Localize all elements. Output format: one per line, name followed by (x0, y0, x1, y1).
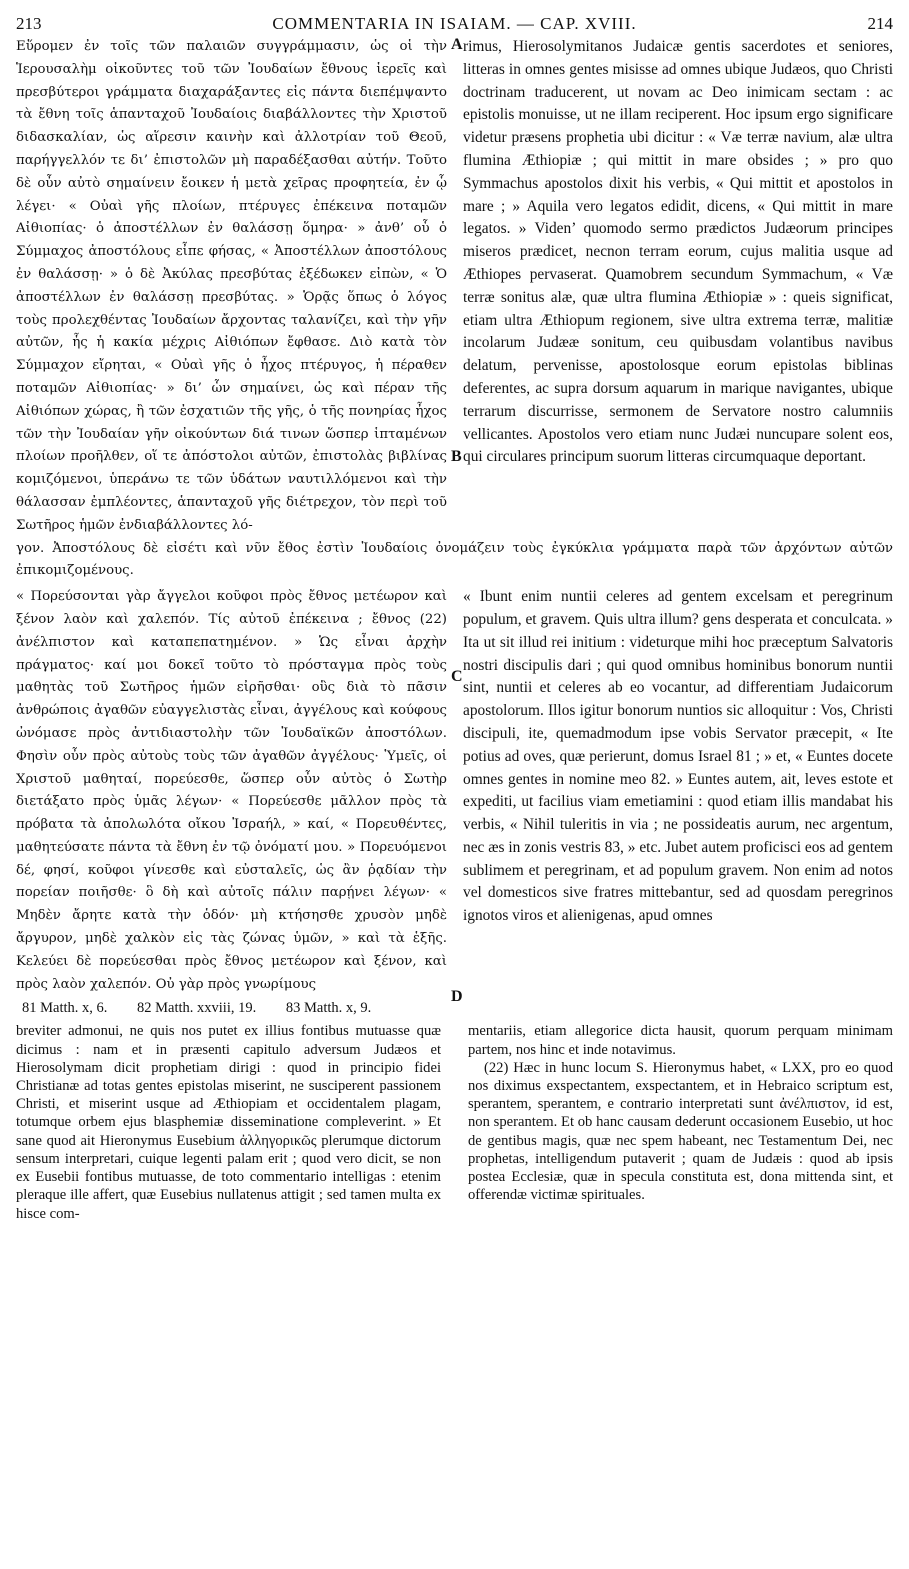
greek-paragraph: Εὕρομεν ἐν τοῖς τῶν παλαιῶν συγγράμμασιν, ὡς οἱ τὴν Ἱερουσαλὴμ οἰκοῦντες τοῦ τῶν Ἰουδαίων ἔθνους ἱερεῖς καὶ πρεσβύτεροι γράμματα διαχαράξαντες εἰς πάντα διεπέμψαντο τὰ ἔθνη τοῖς ἁπανταχοῦ Ἰουδαίοις διαβάλλοντες τὴν Χριστοῦ διδασκαλίαν, ὡς αἵρεσιν καινὴν καὶ ἀλλοτρίαν τοῦ Θεοῦ, παρήγγελλόν τε δι’ ἐπιστολῶν μὴ παραδέξασθαι αὐτήν. Τοῦτο δὲ οὖν αὐτὸ σημαίνειν ἔοικεν ἡ μετὰ χεῖρας προφητεία, ἐν ᾧ λέγει· « Οὐαὶ γῆς πλοίων, πτέρυγες ἐπέκεινα ποταμῶν Αἰθιοπίας· ὁ ἀποστέλλων ἐν θαλάσσῃ ὅμηρα· » ἀνθ’ οὗ ὁ Σύμμαχος ἀποστόλους εἶπε φήσας, « Ἀποστέλλων ἀποστόλους ἐν θαλάσσῃ· » ὁ δὲ Ἀκύλας πρεσβύτας ἐξέδωκεν εἰπὼν, « Ὁ ἀποστέλλων ἐν θαλάσσῃ πρεσβύτας. » Ὁρᾷς ὅπως ὁ λόγος τοὺς προλεχθέντας Ἰουδαίων ἄρχοντας ταλανίζει, καὶ τὴν γῆν αὐτῶν, ἧς ἡ κακία μέχρις Αἰθιόπων ἔφθασε. Διὸ κατὰ τὸν Σύμμαχον εἴρηται, « Οὐαὶ γῆς ὁ ἦχος πτέρυγος, ἡ πέραθεν ποταμῶν Αἰθιοπίας· » δι’ ὧν σημαίνει, ὡς καὶ πέραν τῆς Αἰθιόπων χώρας, ἢ τῶν ἐσχατιῶν τῆς γῆς, ὁ τῆς πονηρίας ἦχος τῶν τὴν Ἰουδαίαν γῆν οἰκούντων διά τινων ὥσπερ ἱπταμένων πλοίων προῆλθεν, οἵ τε ἀπόστολοι αὐτῶν, ἐπιστολὰς βιβλίνας κομιζόμενοι, ὑπεράνω τε τῶν ὑδάτων ναυτιλλόμενοι καὶ τὴν θάλασσαν ἐμπλέοντες, ἁπανταχοῦ γῆς διέτρεχον, τὸν περὶ τοῦ Σωτῆρος ἡμῶν ἐνδιαβάλλοντες λό- (16, 39, 447, 533)
running-title: COMMENTARIA IN ISAIAM. — CAP. XVIII. (272, 14, 637, 33)
running-head (16, 14, 893, 36)
latin-column (463, 36, 893, 538)
page-number-left: 213 (16, 14, 42, 33)
latin-paragraph: rimus, Hierosolymitanos Judaicæ gentis sacerdotes et seniores, litteras in omnes gentes misisse ad omnes ubique Judæos, quo Christi doctrinam traducerent, ut novam ac Deo inimicam sectam : ac epistolis monuisse, ut ne illam reciperent. Hoc ipsum ergo significare videtur præsens prophetia ubi dicitur : « Væ terræ navium, alæ ultra flumina Æthiopiæ ; qui mittit in mare obsides ; » pro quo Symmachus apostolos dixit his verbis, « Qui mittit et apostolos in mare ; » Aquila vero legatos edidit, dicens, « Qui mittit in mare legatos. » Viden’ quomodo sermo prædictos Judæorum principes miseros prædicet, necnon terram eorum, cujus malitia usque ad Æthiopes pervaserat. Quamobrem secundum Symmachum, « Væ terræ sonitus alæ, quæ ultra flumina Æthiopiæ » : queis significat, etiam ultra Æthiopum regionem, sive ultra extrema terræ, malitiæ incolarum Judææ sonitum, ceu quibusdam volantibus navibus delatum, pervenisse, apostolosque eorum epistolas biblinas deferentes, ac supra dorsum aquarum in marique navigantes, ubique terrarum discurrisse, sermonem de Servatore nostro calumniis vellicantes. Apostolos vero etiam nunc Judæi nuncupare solent eos, qui circulares principum suorum litteras circumquaque deportant. (463, 38, 893, 466)
notes-left-column (16, 1022, 441, 1222)
greek-full-width-line: γον. Ἀποστόλους δὲ εἰσέτι καὶ νῦν ἔθος ἐστὶν Ἰουδαίοις ὀνομάζειν τοὺς ἐγκύκλια γράμματα παρὰ τῶν ἀρχόντων αὐτῶν ἐπικομιζομένους. (16, 540, 893, 579)
greek-column (16, 586, 447, 996)
editor-notes (16, 1022, 893, 1222)
margin-marker-c: C (451, 668, 463, 686)
latin-column (463, 586, 893, 996)
margin-marker-a: A (451, 36, 463, 53)
greek-paragraph: « Πορεύσονται γὰρ ἄγγελοι κοῦφοι πρὸς ἔθνος μετέωρον καὶ ξένον λαὸν καὶ χαλεπόν. Τίς αὐτοῦ ἐπέκεινα ; ἔθνος (22) ἀνέλπιστον καὶ καταπεπατημένον. » Ὡς εἶναι ἀρχὴν πράγματος· καί μοι δοκεῖ τοῦτο τὸ πρόσταγμα πρὸς τοὺς μαθητὰς τοῦ Σωτῆρος ἡμῶν εἰρῆσθαι· οὓς διὰ τὸ πᾶσιν ἀνθρώποις ἀγαθῶν εὐαγγελιστὰς εἶναι, ἀγγέλους καὶ κούφους ὠνόμασε πρὸς ἀντιδιαστολὴν τῶν Ἰουδαϊκῶν ἀποστόλων. Φησὶν οὖν πρὸς αὐτοὺς τοὺς τῶν ἀγαθῶν ἀγγέλους· Ὑμεῖς, οἱ Χριστοῦ μαθηταί, πορεύεσθε, ὥσπερ οὖν αὐτὸς ὁ Σωτὴρ διετάξατο πρὸς ὑμᾶς λέγων· « Πορεύεσθε μᾶλλον πρὸς τὰ πρόβατα τὰ ἀπολωλότα οἴκου Ἰσραήλ, » καί, « Πορευθέντες, μαθητεύσατε πάντα τὰ ἔθνη ἐν τῷ ὀνόματί μου. » Πορευόμενοι δέ, φησί, κοῦφοι γίνεσθε καὶ εὐσταλεῖς, ὡς ἂν ῥᾳδίαν τὴν πορείαν ποιῆσθε· ὃ δὴ καὶ αὐτοῖς πάλιν παρῄνει λέγων· « Μηδὲν ἄρητε κατὰ τὴν ὁδόν· μὴ κτήσησθε χρυσὸν μηδὲ ἄργυρον, μηδὲ χαλκὸν εἰς τὰς ζώνας ὑμῶν, » καὶ τὰ ἑξῆς. Κελεύει δὲ πορεύεσθαι πρὸς ἔθνος μετέωρον καὶ ξένον, καὶ πρὸς λαὸν χαλεπόν. Οὐ γὰρ πρὸς γνωρίμους (16, 589, 447, 992)
margin-marker-d: D (451, 988, 463, 1006)
note-22: (22) Hæc in hunc locum S. Hieronymus habet, « LXX, pro eo quod nos diximus exspectantem, exspectantem, et in Hebraico scriptum est, sperantem, sperantem, e contrario interpretati sunt ἀνέλπιστον, id est, non sperantem. Et ob hanc causam dederunt occasionem Eusebio, ut hoc de gentibus magis, quæ nec spem habeant, nec Testamentum Dei, nec prophetas, intelligendum putaverit ; quam de Judæis : quod ab ipsis postea Ecclesiæ, quæ in specula constituta est, dona mittenda sint, et offerendæ victimæ spirituales. (468, 1059, 893, 1204)
footnote-82: 82 Matth. xxviii, 19. (137, 1000, 257, 1017)
greek-column (16, 36, 447, 538)
note-continuation: mentariis, etiam allegorice dicta hausit, quorum perquam minimam partem, nos hinc et inde notavimus. (468, 1023, 893, 1058)
footnote-83: 83 Matth. x, 9. (285, 1000, 372, 1017)
margin-marker-b: B (451, 448, 462, 465)
footnote-81: 81 Matth. x, 6. (22, 1000, 108, 1017)
page-number-right: 214 (867, 14, 893, 33)
section-one-columns (16, 36, 893, 538)
notes-right-column (468, 1022, 893, 1222)
note-continuation: breviter admonui, ne quis nos putet ex illius fontibus mutuasse quæ dicimus : nam et in præsenti capitulo adversum Judæos et Hierosolymam dicit prophetiam dirigi : quod in principio fidei Christianæ ad totas gentes epistolas miserint, ne susciperent passionem Christi, et miserint usque ad Æthiopiam et occidentalem plagam, totumque orbem ejus blasphemiæ disseminatione compleverint. » Et sane quod ait Hieronymus Eusebium ἀλληγορικῶς plerumque dictorum sensum interpretari, cuique legenti palam erit ; quod vero dicit, se non ex Eusebii fontibus mutuasse, de toto commentario intelligas : etenim pleraque ille affert, quæ Eusebius nullatenus attigit ; sed tamen multa ex hisce com- (16, 1023, 441, 1222)
section-two-columns (16, 586, 893, 1006)
latin-paragraph: « Ibunt enim nuntii celeres ad gentem excelsam et peregrinum populum, et gravem. Quis ultra illum? gens desperata et conculcata. » Ita ut sit illud rei initium : videturque mihi hoc præceptum Salvatoris nostri discipulis dari ; qui quod omnibus hominibus bonorum nuntii sint, nuntii et celeres ab eo vocantur, ad differentiam Judaicorum apostolorum. Illos igitur bonorum nuntios sic alloquitur : Vos, Christi discipuli, ite, quemadmodum ipse vobis Servator præcepit, « Ite potius ad oves, quæ perierunt, domus Israel 81 ; » et, « Euntes docete omnes gentes in nomine meo 82. » Euntes autem, ait, leves estote et expediti, ut facilius viam emetiamini : quod etiam illis mandabat his verbis, « Nihil tuleritis in via ; ne possideatis aurum, nec argentum, nec æs in zonis vestris 83, » etc. Jubet autem proficisci eos ad gentem sublimem et peregrinam, et ad populum gravem. Non enim ad notos vel domesticos sive fratres mittebantur, sed ad quosdam peregrinos ignotos viros et alienigenas, apud omnes (463, 588, 893, 925)
